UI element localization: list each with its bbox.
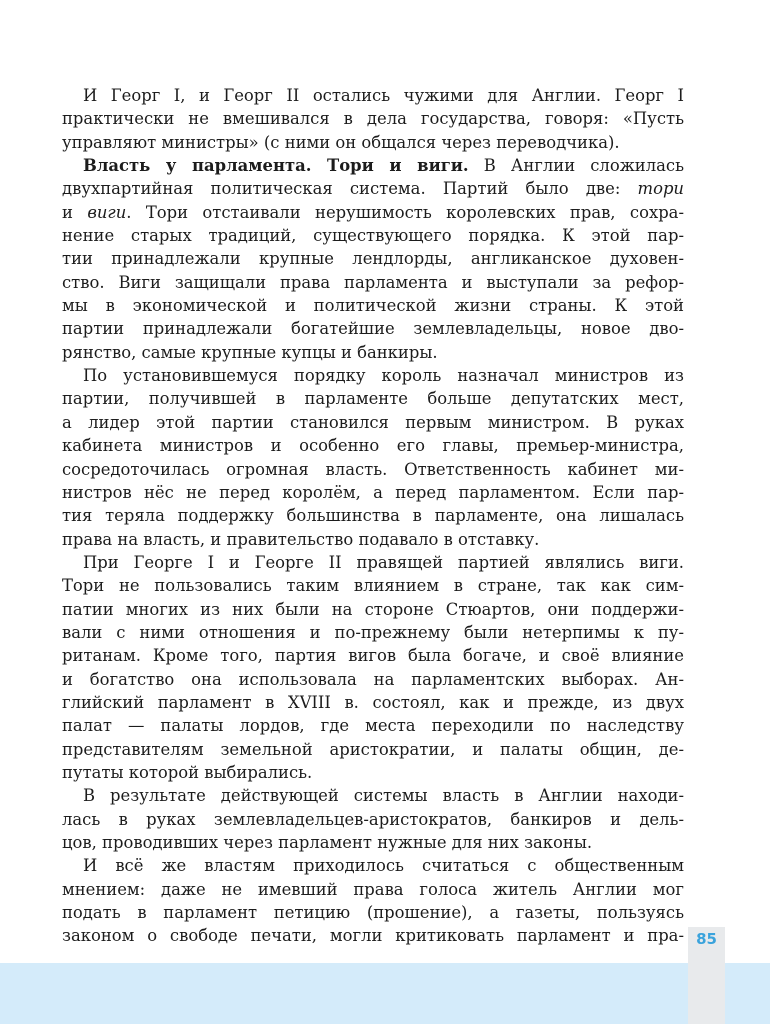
text-line: палат — палаты лордов, где места переходили по наследству bbox=[62, 716, 684, 736]
text-fragment: . Тори отстаивали нерушимость королевских прав, сохра- bbox=[126, 202, 684, 222]
text-line: В результате действующей системы власть в Англии находи- bbox=[83, 786, 684, 806]
text-line: практически не вмешивался в дела государства, говоря: «Пусть bbox=[62, 109, 684, 129]
text-line: тии принадлежали крупные лендлорды, англиканское духовен- bbox=[62, 249, 684, 269]
term-tori: тори bbox=[637, 179, 684, 199]
text-line: мнением: даже не имевший права голоса житель Англии мог bbox=[62, 879, 684, 899]
text-line: При Георге I и Георге II правящей партией являлись виги. bbox=[83, 552, 684, 572]
text-fragment: и bbox=[62, 202, 88, 222]
text-line: лась в руках землевладельцев-аристократов, банкиров и дель- bbox=[62, 809, 684, 829]
text-fragment: В Англии сложилась bbox=[468, 156, 684, 176]
section-heading: Власть у парламента. Тори и виги. bbox=[83, 156, 469, 176]
text-line: управляют министры» (с ними он общался через переводчика). bbox=[62, 132, 620, 152]
text-line bbox=[62, 201, 684, 224]
text-line: патии многих из них были на стороне Стюартов, они поддержи- bbox=[62, 599, 684, 619]
body-text bbox=[62, 84, 684, 948]
text-line bbox=[62, 177, 684, 200]
text-line: кабинета министров и особенно его главы, премьер-министра, bbox=[62, 436, 684, 456]
text-line: рянство, самые крупные купцы и банкиры. bbox=[62, 342, 438, 362]
text-line: ританам. Кроме того, партия вигов была богаче, и своё влияние bbox=[62, 646, 684, 666]
text-line: и богатство она использовала на парламентских выборах. Ан- bbox=[62, 669, 684, 689]
text-line: глийский парламент в XVIII в. состоял, как и прежде, из двух bbox=[62, 692, 684, 712]
text-line: партии принадлежали богатейшие землевладельцы, новое дво- bbox=[62, 319, 684, 339]
text-line: Тори не пользовались таким влиянием в стране, так как сим- bbox=[62, 576, 684, 596]
footer-band bbox=[0, 963, 770, 1024]
text-line: партии, получившей в парламенте больше депутатских мест, bbox=[62, 389, 684, 409]
text-line: ство. Виги защищали права парламента и выступали за рефор- bbox=[62, 272, 684, 292]
term-vigi: виги bbox=[87, 202, 127, 222]
text-line: вали с ними отношения и по-прежнему были нетерпимы к пу- bbox=[62, 622, 684, 642]
text-line bbox=[62, 154, 684, 177]
text-fragment: двухпартийная политическая система. Партий было две: bbox=[62, 179, 638, 199]
text-line: путаты которой выбирались. bbox=[62, 762, 313, 782]
text-line: мы в экономической и политической жизни страны. К этой bbox=[62, 296, 684, 316]
text-line: представителям земельной аристократии, и палаты общин, де- bbox=[62, 739, 684, 759]
text-line: права на власть, и правительство подавало в отставку. bbox=[62, 529, 540, 549]
text-line: цов, проводивших через парламент нужные для них законы. bbox=[62, 833, 593, 852]
text-line: нистров нёс не перед королём, а перед парламентом. Если пар- bbox=[62, 482, 684, 502]
text-line: подать в парламент петицию (прошение), а газеты, пользуясь bbox=[62, 903, 684, 923]
text-line: законом о свободе печати, могли критиковать парламент и пра- bbox=[62, 926, 684, 946]
text-line: И Георг I, и Георг II остались чужими для Англии. Георг I bbox=[83, 86, 684, 105]
text-line: сосредоточилась огромная власть. Ответственность кабинет ми- bbox=[62, 459, 684, 479]
text-line: тия теряла поддержку большинства в парламенте, она лишалась bbox=[62, 506, 684, 526]
text-line: а лидер этой партии становился первым министром. В руках bbox=[62, 412, 684, 432]
text-line: И всё же властям приходилось считаться с общественным bbox=[83, 856, 684, 876]
text-line: По установившемуся порядку король назначал министров из bbox=[83, 366, 684, 386]
page-number: 85 bbox=[696, 930, 717, 948]
text-line: нение старых традиций, существующего порядка. К этой пар- bbox=[62, 226, 684, 246]
